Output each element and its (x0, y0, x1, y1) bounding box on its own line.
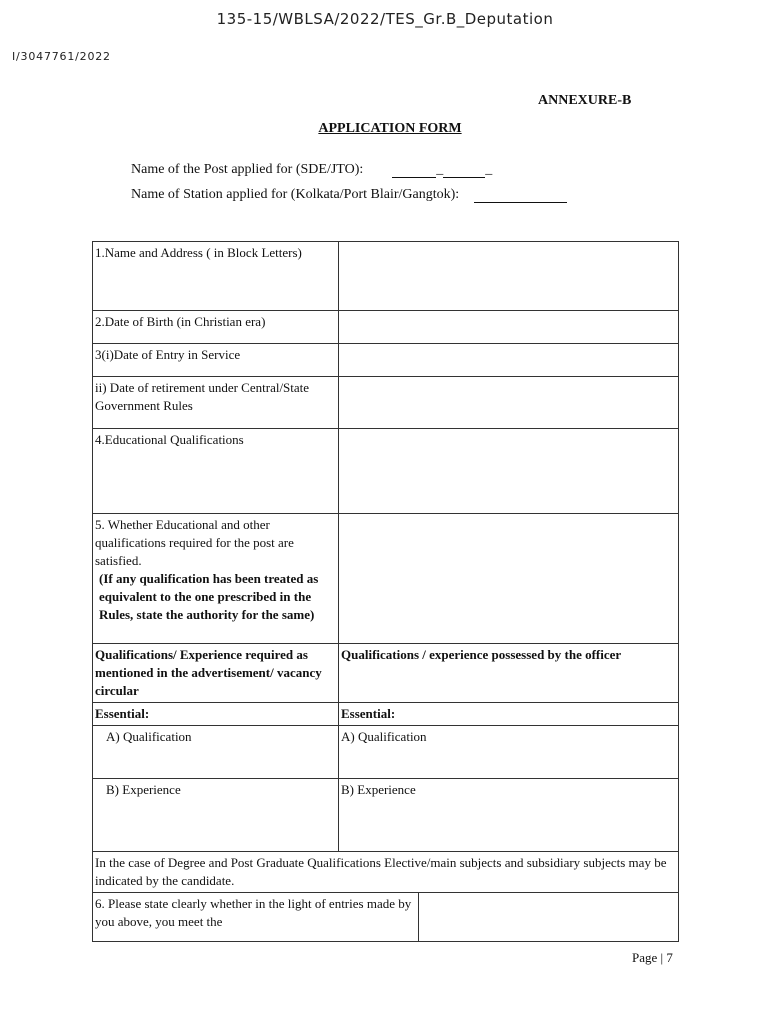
retirement-label: ii) Date of retirement under Central/State Government Rules (93, 377, 339, 429)
qualification-check-text: 5. Whether Educational and other qualifications required for the post are satisfied. (95, 517, 294, 568)
annexure-label: ANNEXURE-B (538, 93, 632, 108)
education-label: 4.Educational Qualifications (93, 429, 339, 514)
qualification-a-right[interactable]: A) Qualification (339, 726, 679, 779)
qualification-check-field[interactable] (339, 514, 679, 644)
post-blank-1[interactable] (392, 163, 436, 178)
qualification-required-header: Qualifications/ Experience required as mentioned in the advertisement/ vacancy circular (93, 644, 339, 703)
essential-right-label: Essential: (339, 703, 679, 726)
qualification-a-left: A) Qualification (93, 726, 339, 779)
post-applied-label: Name of the Post applied for (SDE/JTO): (131, 162, 364, 177)
station-applied-line (131, 187, 567, 203)
station-blank[interactable] (474, 188, 567, 203)
education-field[interactable] (339, 429, 679, 514)
dob-label: 2.Date of Birth (in Christian era) (93, 311, 339, 344)
eligibility-statement-field[interactable] (419, 893, 679, 942)
entry-service-label: 3(i)Date of Entry in Service (93, 344, 339, 377)
file-reference-header: 135-15/WBLSA/2022/TES_Gr.B_Deputation (216, 10, 554, 28)
dob-field[interactable] (339, 311, 679, 344)
degree-note: In the case of Degree and Post Graduate Qualifications Elective/main subjects and subsidiary subjects may be indicated by the candidate. (93, 852, 679, 893)
qualification-equivalence-note: (If any qualification has been treated as equivalent to the one prescribed in the Rules, state the authority for the same) (99, 571, 319, 622)
name-address-label: 1.Name and Address ( in Block Letters) (93, 242, 339, 311)
experience-b-left: B) Experience (93, 779, 339, 852)
post-separator-end: _ (485, 162, 493, 177)
post-applied-line (131, 162, 492, 178)
post-blank-2[interactable] (443, 163, 485, 178)
essential-left-label: Essential: (93, 703, 339, 726)
experience-b-right[interactable]: B) Experience (339, 779, 679, 852)
qualification-possessed-header: Qualifications / experience possessed by the officer (339, 644, 679, 703)
station-applied-label: Name of Station applied for (Kolkata/Port Blair/Gangtok): (131, 187, 460, 202)
qualification-check-label (93, 514, 339, 644)
entry-service-field[interactable] (339, 344, 679, 377)
document-id: I/3047761/2022 (12, 50, 111, 63)
retirement-field[interactable] (339, 377, 679, 429)
application-table (92, 241, 679, 942)
eligibility-statement-label: 6. Please state clearly whether in the light of entries made by you above, you meet the (93, 893, 419, 942)
page-number: Page | 7 (632, 950, 673, 965)
post-separator: _ (436, 162, 444, 177)
name-address-field[interactable] (339, 242, 679, 311)
form-title: APPLICATION FORM (318, 121, 462, 136)
